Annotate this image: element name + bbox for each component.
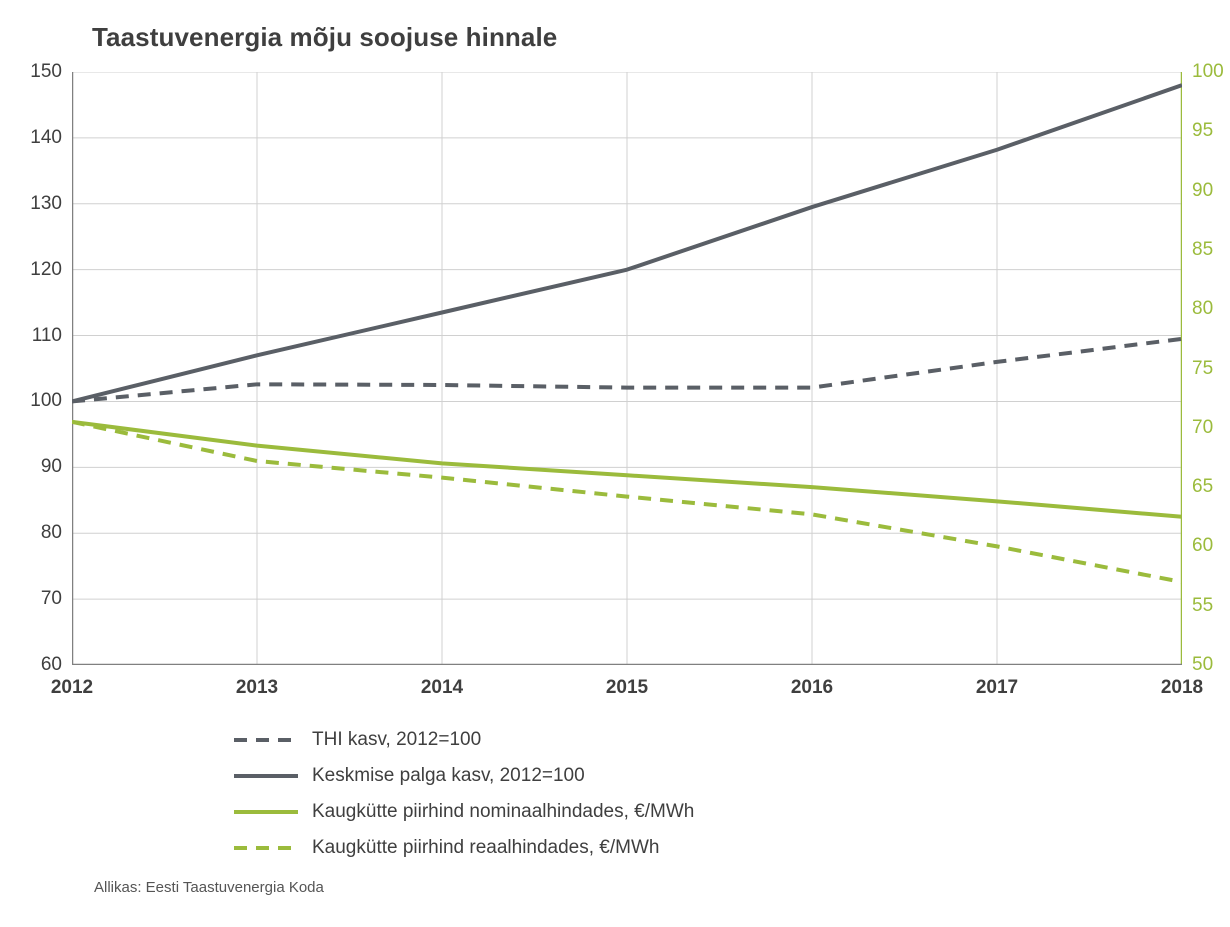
right-axis-tick: 65 [1192, 476, 1214, 498]
left-axis-tick: 70 [40, 588, 62, 610]
right-axis-tick: 70 [1192, 416, 1214, 438]
legend-line-icon [232, 730, 300, 750]
right-axis-tick: 75 [1192, 357, 1214, 379]
legend-item[interactable] [232, 758, 1032, 794]
chart-title: Taastuvenergia mõju soojuse hinnale [92, 22, 558, 52]
right-axis-tick: 90 [1192, 179, 1214, 201]
legend-line-icon [232, 766, 300, 786]
right-axis-tick: 60 [1192, 535, 1214, 557]
chart-legend [232, 722, 1032, 866]
left-axis-tick: 60 [40, 654, 62, 675]
right-axis-tick: 85 [1192, 238, 1214, 260]
chart-plot [72, 72, 1182, 665]
legend-label: Kaugkütte piirhind nominaalhindades, €/MWh [312, 801, 695, 822]
source-note: Allikas: Eesti Taastuvenergia Koda [94, 879, 324, 896]
x-axis-tick: 2016 [790, 677, 834, 698]
right-axis-tick: 95 [1192, 120, 1214, 142]
right-axis-tick: 80 [1192, 298, 1214, 320]
legend-label: Keskmise palga kasv, 2012=100 [312, 765, 585, 786]
left-axis-tick: 120 [30, 258, 62, 280]
x-axis-tick: 2013 [235, 677, 279, 698]
legend-item[interactable] [232, 830, 1032, 866]
legend-line-icon [232, 802, 300, 822]
left-axis-tick: 100 [30, 390, 62, 412]
left-axis-tick: 90 [40, 456, 62, 478]
x-axis-tick: 2017 [975, 677, 1019, 698]
left-axis-tick: 80 [40, 522, 62, 544]
x-axis-tick: 2012 [50, 677, 94, 698]
x-axis-tick: 2015 [605, 677, 649, 698]
legend-item[interactable] [232, 794, 1032, 830]
plot-area [72, 72, 1182, 665]
legend-line-icon [232, 838, 300, 858]
left-axis-tick: 130 [30, 192, 62, 214]
x-axis-tick: 2018 [1160, 677, 1204, 698]
left-axis-tick: 140 [30, 126, 62, 148]
left-axis-tick: 110 [31, 324, 62, 346]
right-axis-tick: 50 [1192, 654, 1214, 675]
x-axis-tick: 2014 [420, 677, 464, 698]
right-axis-tick: 55 [1192, 594, 1214, 616]
left-axis-tick: 150 [30, 61, 62, 82]
legend-item[interactable] [232, 722, 1032, 758]
right-axis-tick: 100 [1192, 61, 1224, 82]
legend-label: Kaugkütte piirhind reaalhindades, €/MWh [312, 837, 660, 858]
legend-label: THI kasv, 2012=100 [312, 729, 482, 750]
